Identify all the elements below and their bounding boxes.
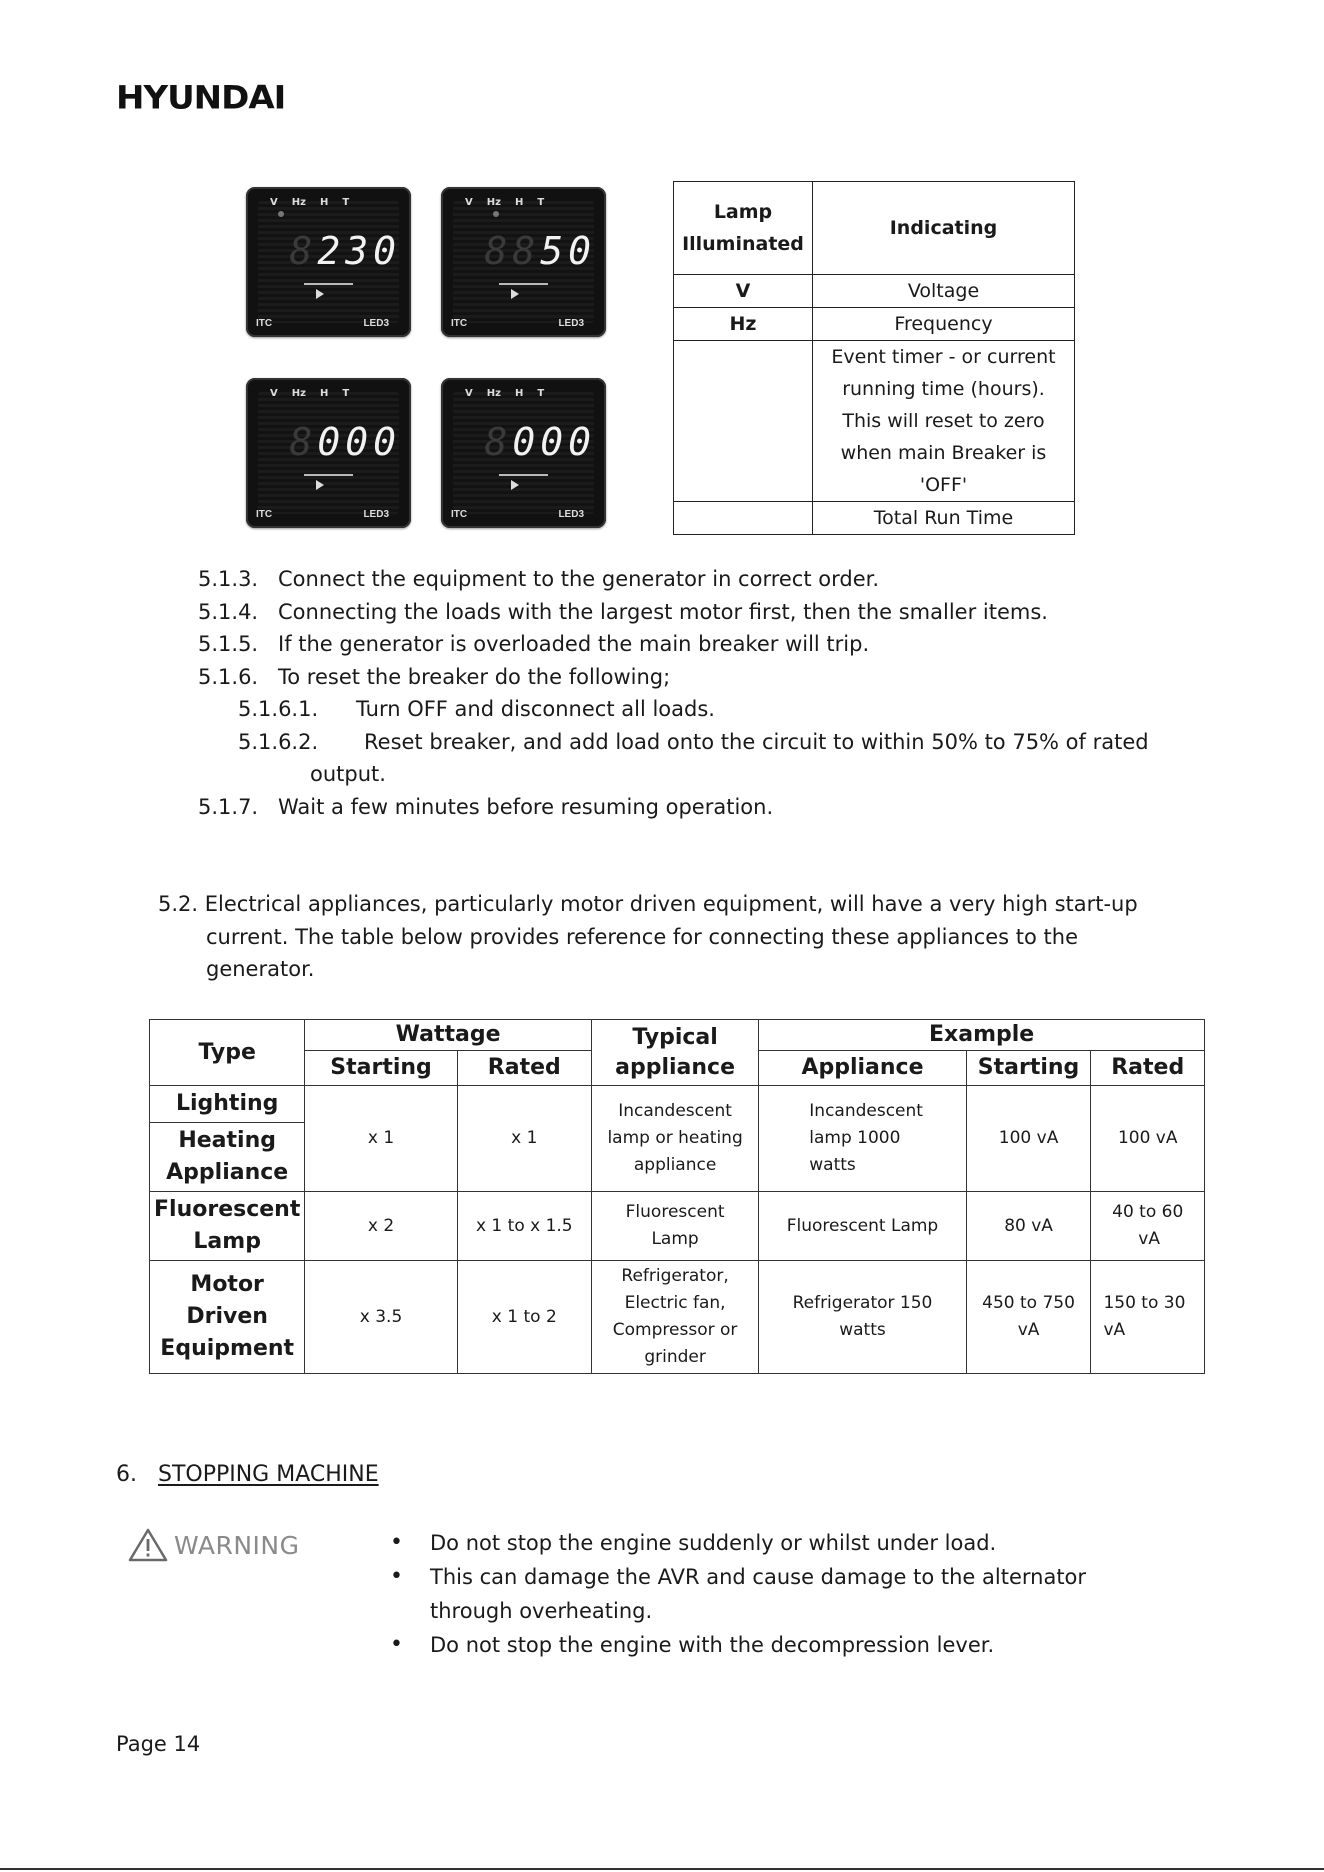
cell-example-rated: 40 to 60 vA <box>1091 1192 1205 1261</box>
play-arrow-icon <box>511 289 519 299</box>
meter-value: 000 <box>317 420 401 464</box>
type-heating-appliance: Heating Appliance <box>150 1123 305 1192</box>
ghost-digits: 88 <box>484 229 541 273</box>
step-5-1-7: 5.1.7. Wait a few minutes before resuming operation. <box>198 795 774 819</box>
lamp-indicator-table <box>673 181 1075 535</box>
brand-logo: HYUNDAI <box>116 79 286 117</box>
step-5-1-4: 5.1.4. Connecting the loads with the largest motor first, then the smaller items. <box>198 600 1048 624</box>
meter-brand: ITC <box>451 318 468 329</box>
lamp-cell: Hz <box>674 308 813 341</box>
header-rated: Rated <box>457 1051 591 1086</box>
warning-triangle-icon <box>128 1528 168 1562</box>
cell-example-appliance: Refrigerator 150 watts <box>759 1261 966 1374</box>
indicator-h: H <box>514 388 524 399</box>
meter-display-timer <box>246 378 411 528</box>
header-wattage: Wattage <box>305 1020 592 1051</box>
meter-model: LED3 <box>558 318 584 329</box>
cell-rated: x 1 to 2 <box>457 1261 591 1374</box>
header-indicating: Indicating <box>813 182 1075 275</box>
cell-starting: x 3.5 <box>305 1261 457 1374</box>
indicator-hz: Hz <box>291 388 306 399</box>
indicator-v: V <box>270 388 278 399</box>
lamp-cell <box>674 341 813 502</box>
indicator-h: H <box>319 388 329 399</box>
meter-brand: ITC <box>256 318 273 329</box>
play-arrow-icon <box>511 480 519 490</box>
indicator-t: T <box>537 197 545 208</box>
indicator-t: T <box>537 388 545 399</box>
bullet-item: • Do not stop the engine with the decompression lever. <box>382 1628 1086 1662</box>
step-5-1-6-2-cont: output. <box>310 762 386 786</box>
meter-value: 50 <box>540 229 596 273</box>
meter-display-frequency <box>441 187 606 337</box>
indicator-hz: Hz <box>486 388 501 399</box>
para-5-2-line2: current. The table below provides reference for connecting these appliances to the <box>206 925 1079 949</box>
para-5-2-line3: generator. <box>206 957 315 981</box>
type-fluorescent-lamp: Fluorescent Lamp <box>150 1192 305 1261</box>
indicator-t: T <box>342 197 350 208</box>
lamp-cell: V <box>674 275 813 308</box>
cell-example-appliance: Fluorescent Lamp <box>759 1192 966 1261</box>
header-example: Example <box>759 1020 1205 1051</box>
meter-brand: ITC <box>451 509 468 520</box>
warning-bullets <box>382 1526 1086 1662</box>
indicating-cell: Event timer - or current running time (hours). This will reset to zero when main Breaker is 'OFF' <box>813 341 1075 502</box>
header-example-rated: Rated <box>1091 1051 1205 1086</box>
meter-model: LED3 <box>363 318 389 329</box>
header-starting: Starting <box>305 1051 457 1086</box>
step-5-1-6-1: 5.1.6.1. Turn OFF and disconnect all loads. <box>238 697 715 721</box>
meter-brand: ITC <box>256 509 273 520</box>
meter-value: 000 <box>512 420 596 464</box>
header-example-starting: Starting <box>966 1051 1091 1086</box>
indicator-v: V <box>465 388 473 399</box>
indicator-hz: Hz <box>486 197 501 208</box>
cell-example-starting: 100 vA <box>966 1086 1091 1192</box>
appliance-wattage-table <box>149 1019 1205 1374</box>
meter-value: 230 <box>317 229 401 273</box>
type-lighting: Lighting <box>150 1086 305 1123</box>
ghost-digits: 8 <box>289 229 318 273</box>
cell-example-rated: 150 to 30 vA <box>1091 1261 1205 1374</box>
cell-starting: x 2 <box>305 1192 457 1261</box>
indicating-cell: Total Run Time <box>813 502 1075 535</box>
bullet-item: • This can damage the AVR and cause damage to the alternator through overheating. <box>382 1560 1086 1628</box>
indicator-t: T <box>342 388 350 399</box>
cell-example-rated: 100 vA <box>1091 1086 1205 1192</box>
para-5-2-line1: 5.2. Electrical appliances, particularly motor driven equipment, will have a very high start-up <box>158 892 1138 916</box>
ghost-digits: 8 <box>484 420 513 464</box>
header-type: Type <box>150 1020 305 1086</box>
header-lamp-illuminated: Lamp Illuminated <box>674 182 813 275</box>
meter-display-total-run <box>441 378 606 528</box>
footer-rule <box>0 1868 1324 1870</box>
cell-rated: x 1 <box>457 1086 591 1192</box>
meter-model: LED3 <box>558 509 584 520</box>
meter-model: LED3 <box>363 509 389 520</box>
lamp-cell <box>674 502 813 535</box>
indicator-h: H <box>514 197 524 208</box>
ghost-digits: 8 <box>289 420 318 464</box>
cell-typical: Incandescent lamp or heating appliance <box>591 1086 758 1192</box>
indicator-h: H <box>319 197 329 208</box>
step-5-1-5: 5.1.5. If the generator is overloaded the main breaker will trip. <box>198 632 870 656</box>
bullet-item: • Do not stop the engine suddenly or whilst under load. <box>382 1526 1086 1560</box>
lamp-dot <box>493 211 499 217</box>
meter-display-voltage <box>246 187 411 337</box>
cell-typical: Fluorescent Lamp <box>591 1192 758 1261</box>
warning-label: WARNING <box>128 1528 299 1562</box>
step-5-1-3: 5.1.3. Connect the equipment to the generator in correct order. <box>198 567 880 591</box>
indicator-v: V <box>270 197 278 208</box>
page-number: Page 14 <box>116 1732 201 1756</box>
play-arrow-icon <box>316 289 324 299</box>
cell-rated: x 1 to x 1.5 <box>457 1192 591 1261</box>
play-arrow-icon <box>316 480 324 490</box>
step-5-1-6: 5.1.6. To reset the breaker do the following; <box>198 665 671 689</box>
header-typical-appliance: Typical appliance <box>591 1020 758 1086</box>
indicating-cell: Frequency <box>813 308 1075 341</box>
type-motor-driven-equipment: Motor Driven Equipment <box>150 1261 305 1374</box>
indicator-v: V <box>465 197 473 208</box>
cell-example-starting: 80 vA <box>966 1192 1091 1261</box>
cell-example-starting: 450 to 750 vA <box>966 1261 1091 1374</box>
lamp-dot <box>278 211 284 217</box>
section-heading-stopping-machine: 6. STOPPING MACHINE <box>116 1462 379 1487</box>
cell-starting: x 1 <box>305 1086 457 1192</box>
cell-typical: Refrigerator, Electric fan, Compressor or grinder <box>591 1261 758 1374</box>
step-5-1-6-2: 5.1.6.2. Reset breaker, and add load onto the circuit to within 50% to 75% of rated <box>238 730 1149 754</box>
indicating-cell: Voltage <box>813 275 1075 308</box>
header-example-appliance: Appliance <box>759 1051 966 1086</box>
cell-example-appliance: Incandescent lamp 1000 watts <box>759 1086 966 1192</box>
indicator-hz: Hz <box>291 197 306 208</box>
